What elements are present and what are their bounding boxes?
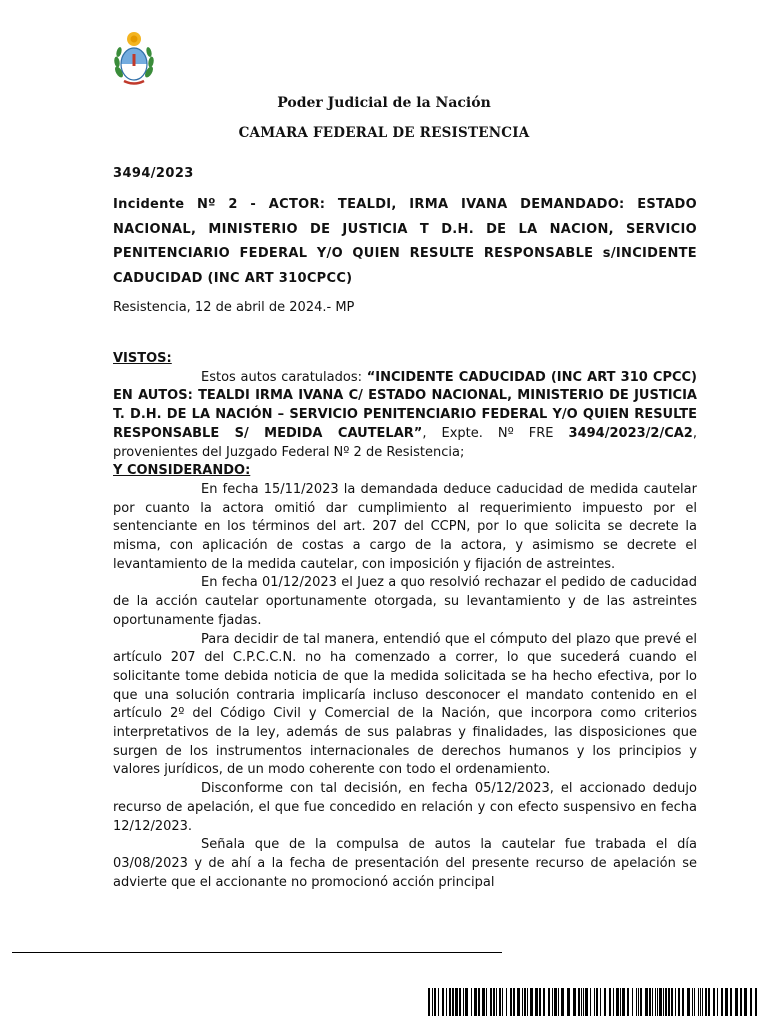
vistos-paragraph — [113, 369, 697, 463]
footer-rule — [12, 952, 502, 953]
chamber-name: CAMARA FEDERAL DE RESISTENCIA — [238, 125, 530, 141]
barcode-icon — [428, 988, 758, 1016]
incident-title: Incidente Nº 2 - ACTOR: TEALDI, IRMA IVANA DEMANDADO: ESTADO NACIONAL, MINISTERIO DE JUSTICIA T D.H. DE LA NACION, SERVICIO PENITENCIARIO FEDERAL Y/O QUIEN RESULTE RESPONSABLE s/INCIDENTE CADUCIDAD (INC ART 310CPCC) — [113, 197, 697, 286]
case-caption: “INCIDENTE CADUCIDAD (INC ART 310 CPCC) EN AUTOS: TEALDI IRMA IVANA C/ ESTADO NACIONAL, MINISTERIO DE JUSTICIA T. D.H. DE LA NACIÓN – SERVICIO PENITENCIARIO FEDERAL Y/O QUIEN RESULTE RESPONSABLE S/ MEDIDA CAUTELAR” — [113, 369, 697, 441]
vistos-text: Estos autos caratulados: — [201, 369, 367, 385]
considerando-heading: Y CONSIDERANDO: — [113, 463, 251, 479]
vistos-text: , Expte. Nº FRE — [422, 425, 569, 441]
considerando-paragraph: Para decidir de tal manera, entendió que el cómputo del plazo que prevé el artículo 207 del C.P.C.C.N. no ha comenzado a correr, lo que sucederá cuando el solicitante tome debida noticia de que la medida solicitada se ha hecho efectiva, por lo que una solución contraria implicaría incluso desconocer el mandato contenido en el artículo 2º del Código Civil y Comercial de la Nación, que incorpora como criterios interpretativos de la ley, además de sus palabras y finalidades, las disposiciones que surgen de los instrumentos internacionales de derechos humanos y los principios y valores jurídicos, de un modo coherente con todo el ordenamiento. — [113, 631, 697, 778]
vistos-heading: VISTOS: — [113, 351, 172, 366]
considerando-paragraph: En fecha 01/12/2023 el Juez a quo resolvió rechazar el pedido de caducidad de la acción cautelar oportunamente otorgada, su levantamiento y de las astreintes oportunamente fjadas. — [113, 575, 697, 628]
court-name: Poder Judicial de la Nación — [277, 95, 491, 111]
case-number: 3494/2023 — [113, 166, 194, 181]
file-number: 3494/2023/2/CA2 — [568, 425, 693, 441]
coat-of-arms-icon — [112, 28, 156, 86]
considerando-paragraph: Señala que de la compulsa de autos la cautelar fue trabada el día 03/08/2023 y de ahí a la fecha de presentación del presente recurso de apelación se advierte que el accionante no promocionó acción principal — [113, 837, 697, 890]
considerando-paragraph: En fecha 15/11/2023 la demandada deduce caducidad de medida cautelar por cuanto la actora omitió dar cumplimiento al requerimiento impuesto por el sentenciante en los términos del art. 207 del CCPN, por lo que solicita se decrete la misma, con aplicación de costas a cargo de la actora, y asimismo se decrete el levantamiento de la medida cautelar, con imposición y fijación de astreintes. — [113, 481, 697, 572]
date-line: Resistencia, 12 de abril de 2024.- MP — [113, 300, 355, 315]
vistos-text: , provenientes del Juzgado Federal Nº 2 de Resistencia; — [113, 425, 697, 460]
document-body — [113, 350, 697, 892]
considerando-paragraph: Disconforme con tal decisión, en fecha 05/12/2023, el accionado dedujo recurso de apelación, el que fue concedido en relación y con efecto suspensivo en fecha 12/12/2023. — [113, 781, 697, 834]
